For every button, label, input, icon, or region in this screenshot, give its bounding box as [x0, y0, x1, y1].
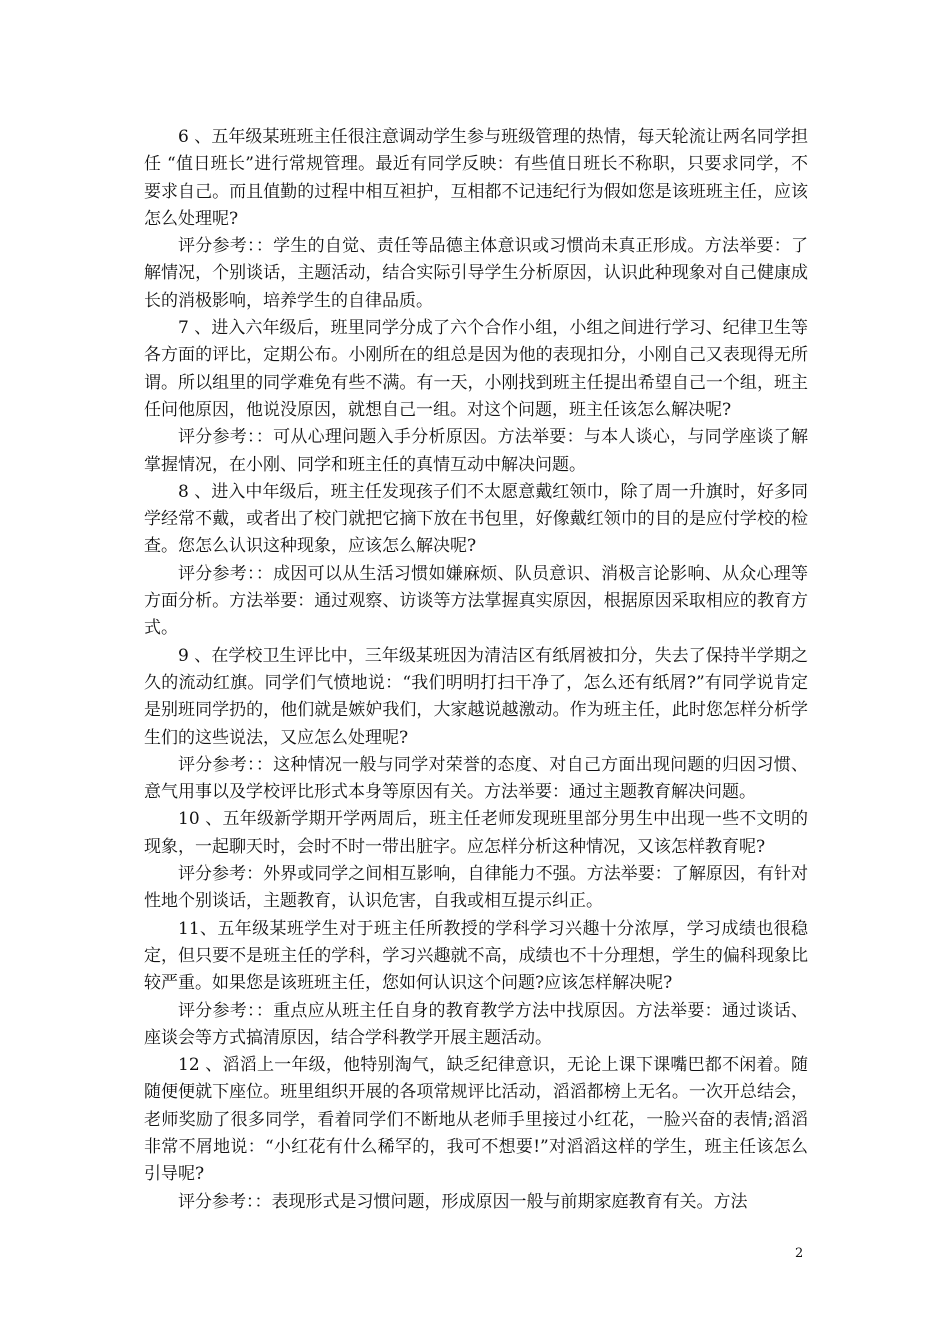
answer-12: 评分参考：：表现形式是习惯问题，形成原因一般与前期家庭教育有关。方法	[178, 1191, 748, 1212]
answer-7: 评分参考：：可从心理问题入手分析原因。方法举要：与本人谈心，与同学座谈了解掌握情况，在小刚、同学和班主任的真情互动中解决问题。	[144, 427, 808, 475]
document-body	[144, 124, 808, 1216]
question-11: 11、五年级某班学生对于班主任所教授的学科学习兴趣十分浓厚，学习成绩也很稳定，但只要不是班主任的学科，学习兴趣就不高，成绩也不十分理想，学生的偏科现象比较严重。如果您是该班班主任，您如何认识这个问题?应该怎样解决呢?	[144, 918, 808, 994]
question-9: 9 、在学校卫生评比中，三年级某班因为清洁区有纸屑被扣分，失去了保持半学期之久的流动红旗。同学们气愤地说：“我们明明打扫干净了，怎么还有纸屑?”有同学说肯定是别班同学扔的，他们就是嫉妒我们，大家越说越激动。作为班主任，此时您怎样分析学生们的这些说法，又应怎么处理呢?	[144, 645, 808, 748]
question-8: 8 、进入中年级后，班主任发现孩子们不太愿意戴红领巾，除了周一升旗时，好多同学经常不戴，或者出了校门就把它摘下放在书包里，好像戴红领巾的目的是应付学校的检查。您怎么认识这种现象，应该怎么解决呢?	[144, 481, 808, 557]
question-6: 6 、五年级某班班主任很注意调动学生参与班级管理的热情，每天轮流让两名同学担任 “值日班长”进行常规管理。最近有同学反映：有些值日班长不称职，只要求同学，不要求自己。而且值勤的过程中相互袒护，互相都不记违纪行为假如您是该班班主任，应该怎么处理呢?	[144, 127, 808, 229]
question-12: 12 、滔滔上一年级，他特别淘气，缺乏纪律意识，无论上课下课嘴巴都不闲着。随随便便就下座位。班里组织开展的各项常规评比活动，滔滔都榜上无名。一次开总结会，老师奖励了很多同学，看着同学们不断地从老师手里接过小红花，一脸兴奋的表情;滔滔非常不屑地说：“小红花有什么稀罕的，我可不想要!”对滔滔这样的学生，班主任该怎么引导呢?	[144, 1055, 808, 1185]
answer-10: 评分参考：外界或同学之间相互影响，自律能力不强。方法举要：了解原因，有针对性地个别谈话，主题教育，认识危害，自我或相互提示纠正。	[144, 864, 808, 912]
question-7: 7 、进入六年级后，班里同学分成了六个合作小组，小组之间进行学习、纪律卫生等各方面的评比，定期公布。小刚所在的组总是因为他的表现扣分，小刚自己又表现得无所谓。所以组里的同学难免有些不满。有一天，小刚找到班主任提出希望自己一个组，班主任问他原因，他说没原因，就想自己一组。对这个问题，班主任该怎么解决呢?	[144, 318, 808, 420]
page-number: 2	[795, 1246, 804, 1261]
answer-8: 评分参考：：成因可以从生活习惯如嫌麻烦、队员意识、消极言论影响、从众心理等方面分析。方法举要：通过观察、访谈等方法掌握真实原因，根据原因采取相应的教育方式。	[144, 563, 808, 639]
question-10: 10 、五年级新学期开学两周后，班主任老师发现班里部分男生中出现一些不文明的现象，一起聊天时，会时不时一带出脏字。应怎样分析这种情况，又该怎样教育呢?	[144, 809, 808, 857]
answer-9: 评分参考：：这种情况一般与同学对荣誉的态度、对自己方面出现问题的归因习惯、意气用事以及学校评比形式本身等原因有关。方法举要：通过主题教育解决问题。	[144, 754, 808, 803]
answer-11: 评分参考：：重点应从班主任自身的教育教学方法中找原因。方法举要：通过谈话、座谈会等方式搞清原因，结合学科教学开展主题活动。	[144, 1000, 808, 1048]
answer-6: 评分参考：：学生的自觉、责任等品德主体意识或习惯尚未真正形成。方法举要：了解情况，个别谈话，主题活动，结合实际引导学生分析原因，认识此种现象对自己健康成长的消极影响，培养学生的自律品质。	[144, 236, 808, 311]
